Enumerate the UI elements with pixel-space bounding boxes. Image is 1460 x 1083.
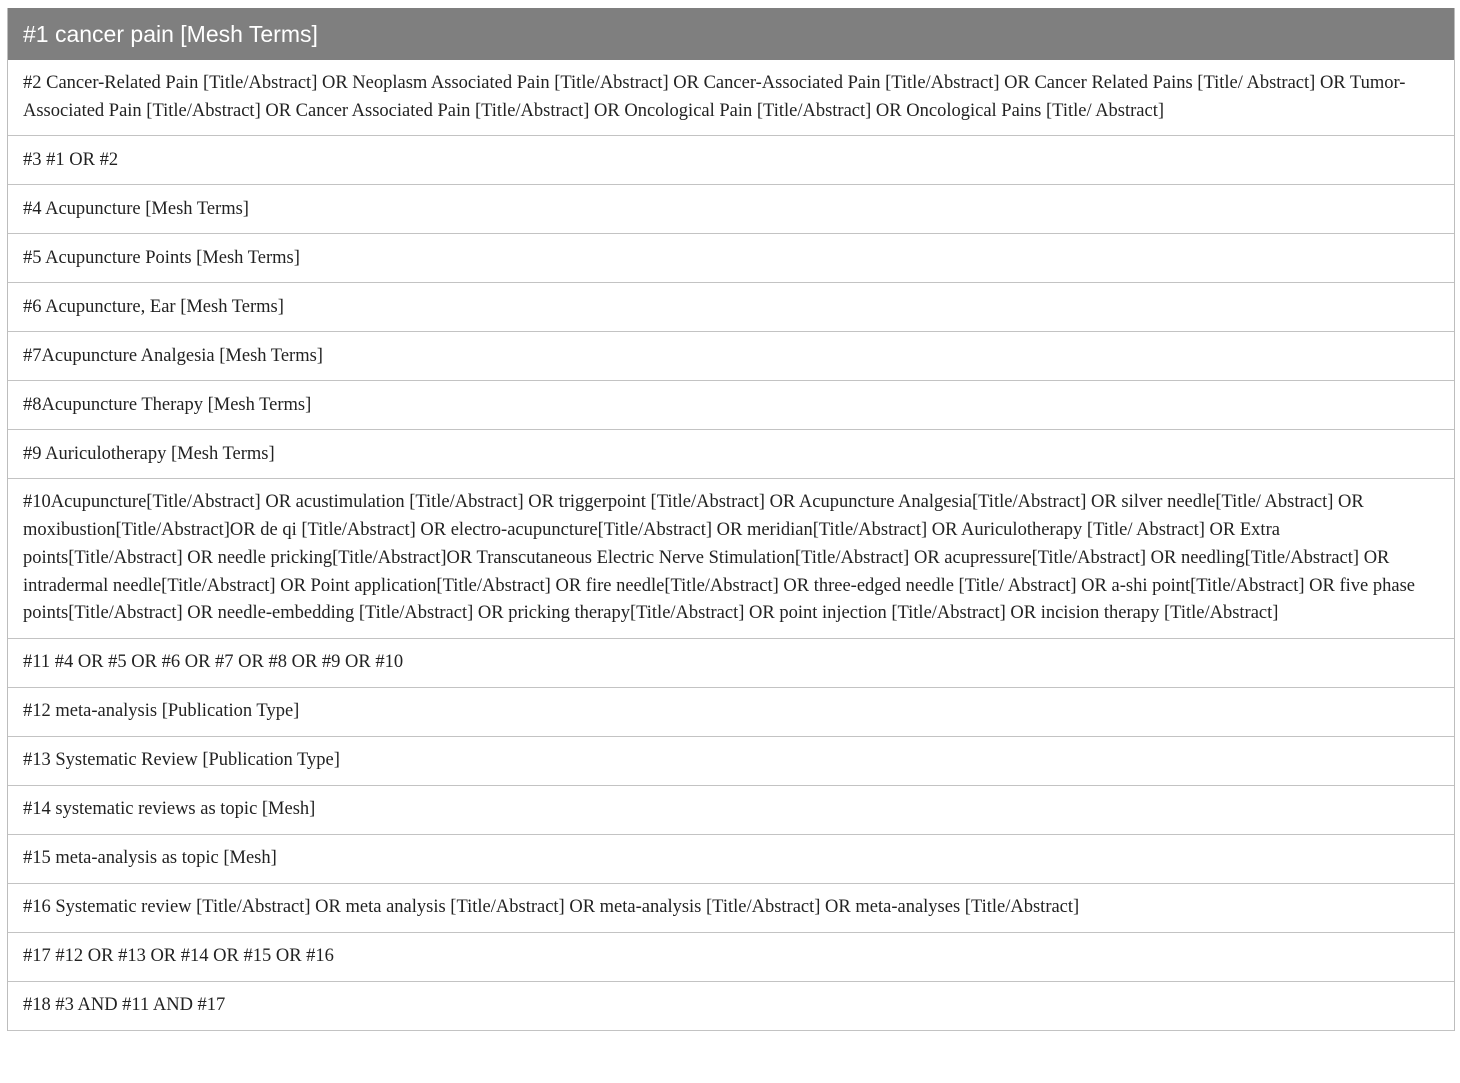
- table-row: [8, 736, 1454, 785]
- search-step-17: #17 #12 OR #13 OR #14 OR #15 OR #16: [8, 932, 1454, 981]
- table-header: #1 cancer pain [Mesh Terms]: [8, 8, 1454, 60]
- search-step-3: #3 #1 OR #2: [8, 136, 1454, 185]
- search-step-9: #9 Auriculotherapy [Mesh Terms]: [8, 430, 1454, 479]
- search-step-10: #10Acupuncture[Title/Abstract] OR acustimulation [Title/Abstract] OR triggerpoint [Title/Abstract] OR Acupuncture Analgesia[Title/Abstract] OR silver needle[Title/ Abstract] OR moxibustion[Title/Abstract]OR de qi [Title/Abstract] OR electro-acupuncture[Title/Abstract] OR meridian[Title/Abstract] OR Auriculotherapy [Title/ Abstract] OR Extra points[Title/Abstract] OR needle pricking[Title/Abstract]OR Transcutaneous Electric Nerve Stimulation[Title/Abstract] OR acupressure[Title/Abstract] OR needling[Title/Abstract] OR intradermal needle[Title/Abstract] OR Point application[Title/Abstract] OR fire needle[Title/Abstract] OR three-edged needle [Title/ Abstract] OR a-shi point[Title/Abstract] OR five phase points[Title/Abstract] OR needle-embedding [Title/Abstract] OR pricking therapy[Title/Abstract] OR point injection [Title/Abstract] OR incision therapy [Title/Abstract]: [8, 479, 1454, 639]
- search-step-7: #7Acupuncture Analgesia [Mesh Terms]: [8, 332, 1454, 381]
- table-row: [8, 638, 1454, 687]
- table-row: [8, 234, 1454, 283]
- table-row: [8, 834, 1454, 883]
- table-row: [8, 883, 1454, 932]
- search-step-16: #16 Systematic review [Title/Abstract] OR meta analysis [Title/Abstract] OR meta-analysis [Title/Abstract] OR meta-analyses [Title/Abstract]: [8, 883, 1454, 932]
- table-row: [8, 687, 1454, 736]
- table-row: [8, 136, 1454, 185]
- table-row: [8, 185, 1454, 234]
- search-step-18: #18 #3 AND #11 AND #17: [8, 981, 1454, 1030]
- table-header-row: [8, 8, 1454, 60]
- search-step-5: #5 Acupuncture Points [Mesh Terms]: [8, 234, 1454, 283]
- search-step-2: #2 Cancer-Related Pain [Title/Abstract] OR Neoplasm Associated Pain [Title/Abstract] OR Cancer-Associated Pain [Title/Abstract] OR Cancer Related Pains [Title/ Abstract] OR Tumor-Associated Pain [Title/Abstract] OR Cancer Associated Pain [Title/Abstract] OR Oncological Pain [Title/Abstract] OR Oncological Pains [Title/ Abstract]: [8, 60, 1454, 136]
- table-row: [8, 332, 1454, 381]
- table-row: [8, 60, 1454, 136]
- search-step-12: #12 meta-analysis [Publication Type]: [8, 687, 1454, 736]
- search-strategy-table: [8, 8, 1454, 1031]
- search-step-15: #15 meta-analysis as topic [Mesh]: [8, 834, 1454, 883]
- table-row: [8, 479, 1454, 639]
- table-row: [8, 981, 1454, 1030]
- table-row: [8, 785, 1454, 834]
- search-step-13: #13 Systematic Review [Publication Type]: [8, 736, 1454, 785]
- search-step-11: #11 #4 OR #5 OR #6 OR #7 OR #8 OR #9 OR #10: [8, 638, 1454, 687]
- search-step-8: #8Acupuncture Therapy [Mesh Terms]: [8, 381, 1454, 430]
- search-step-6: #6 Acupuncture, Ear [Mesh Terms]: [8, 283, 1454, 332]
- table-row: [8, 430, 1454, 479]
- search-step-14: #14 systematic reviews as topic [Mesh]: [8, 785, 1454, 834]
- search-step-4: #4 Acupuncture [Mesh Terms]: [8, 185, 1454, 234]
- table-row: [8, 283, 1454, 332]
- table-row: [8, 932, 1454, 981]
- search-strategy-table-container: [7, 8, 1455, 1031]
- table-row: [8, 381, 1454, 430]
